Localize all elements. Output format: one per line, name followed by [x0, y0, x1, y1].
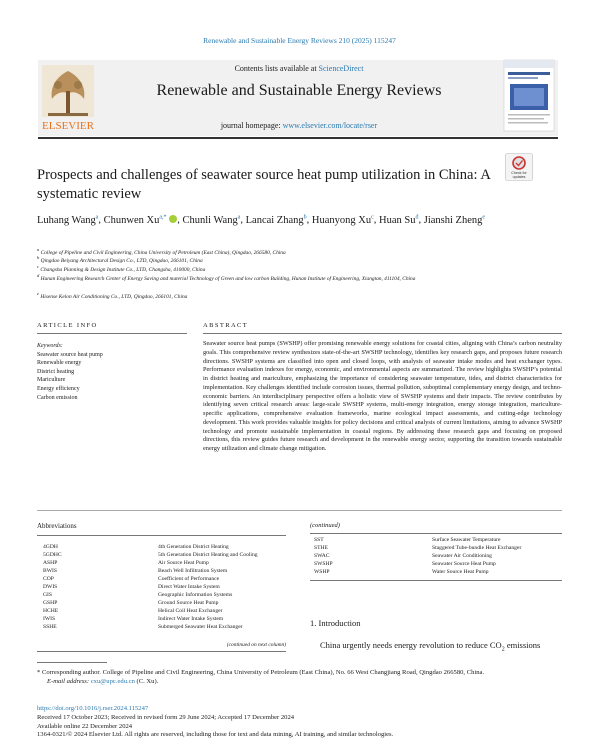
- journal-cover-thumbnail[interactable]: [500, 58, 558, 133]
- abbreviations-heading: Abbreviations: [37, 522, 77, 530]
- table-row: IWIS Indirect Water Intake System: [43, 616, 224, 622]
- abstract-bottom-rule: [37, 510, 562, 511]
- author-4[interactable]: Lancai Zhang$^b$: [245, 214, 307, 226]
- keywords-block: [37, 342, 177, 402]
- doi-link[interactable]: https://doi.org/10.1016/j.rser.2024.115247: [37, 705, 149, 712]
- author-2[interactable]: Chunwen $Xu^{a,*}$: [103, 214, 167, 226]
- author-list: Luhang Wang$^a$, Chunwen $Xu^{a,*}$ , Chunli Wang$^a$, Lancai Zhang$^b$, Huanyong Xu$^c$, Huan Su$^d$, Jianshi Zheng$^e$: [37, 214, 486, 226]
- section-heading-introduction: 1. Introduction: [310, 618, 361, 628]
- continued-bottom-rule: [310, 580, 562, 581]
- table-row: 5GDHC 5th Generation District Heating and Cooling: [43, 552, 258, 558]
- author-7[interactable]: Jianshi Zheng$^e$: [423, 214, 486, 226]
- abbreviations-rule: [37, 535, 286, 536]
- keyword: Seawater source heat pump: [37, 351, 103, 358]
- corresponding-author-footnote: [37, 668, 562, 687]
- table-row: SSHE Submerged Seawater Heat Exchanger: [43, 624, 243, 630]
- copyright-notice: 1364-0321/© 2024 Elsevier Ltd. All rights are reserved, including those for text and data mining, AI training, and similar technologies.: [37, 731, 394, 739]
- table-row: WSHP Water Source Heat Pump: [314, 569, 489, 575]
- article-info-rule: [37, 333, 187, 334]
- keyword: District heating: [37, 368, 75, 375]
- check-label-2: updates: [512, 175, 526, 179]
- publisher-name: ELSEVIER: [42, 120, 94, 132]
- elsevier-logo: [38, 63, 98, 135]
- continued-rule: [310, 533, 562, 534]
- publication-history: Received 17 October 2023; Received in revised form 29 June 2024; Accepted 17 December 2024: [37, 713, 295, 721]
- article-info-heading: ARTICLE INFO: [37, 322, 98, 329]
- table-row: DWIS Direct Water Intake System: [43, 584, 220, 590]
- table-row: HCHE Helical Coil Heat Exchanger: [43, 608, 223, 614]
- article-title: Prospects and challenges of seawater source heat pump utilization in China: A systematic review: [37, 167, 491, 202]
- affiliation-b: $^b$ Qingdao Beiyang Architectural Design Co., LTD, Qingdao, 266101, China: [37, 255, 203, 264]
- keywords-label: Keywords:: [37, 343, 63, 349]
- abstract-heading: ABSTRACT: [203, 322, 249, 329]
- table-row: COP Coefficient of Performance: [43, 576, 220, 582]
- author-5[interactable]: Huanyong Xu$^c$: [311, 214, 374, 226]
- keyword: Mariculture: [37, 377, 66, 384]
- keyword: Carbon emission: [37, 394, 78, 401]
- homepage-link[interactable]: www.elsevier.com/locate/rser: [282, 121, 378, 130]
- continued-heading: (continued): [310, 522, 340, 529]
- corresponding-author-text: * Corresponding author. College of Pipeline and Civil Engineering, China University of Petroleum (East China), No. 66 West Changjiang Road, Qingdao 266580, China.: [37, 669, 485, 676]
- journal-title[interactable]: Renewable and Sustainable Energy Reviews: [156, 82, 442, 99]
- available-online: Available online 22 December 2024: [37, 722, 133, 730]
- affiliation-a: $^a$ College of Pipeline and Civil Engineering, China University of Petroleum (East China), Qingdao, 266580, China: [37, 247, 286, 256]
- affiliation-e: $^e$ Hisense Kelon Air Conditioning Co., LTD, Qingdao, 266101, China: [37, 291, 188, 300]
- keyword: Energy efficiency: [37, 385, 80, 392]
- table-row: SWSHP Seawater Source Heat Pump: [314, 561, 496, 567]
- sciencedirect-link[interactable]: ScienceDirect: [318, 64, 364, 73]
- author-3[interactable]: Chunli Wang$^a$: [182, 214, 241, 226]
- table-row: GIS Geographic Information Systems: [43, 592, 233, 598]
- check-label-1: Check for: [511, 171, 527, 175]
- journal-reference[interactable]: Renewable and Sustainable Energy Reviews 210 (2025) 115247: [203, 36, 396, 45]
- table-row: STHE Staggered Tube-bundle Heat Exchanger: [314, 545, 522, 551]
- author-6[interactable]: Huan Su$^d$: [379, 214, 419, 226]
- affiliation-c: $^c$ Changsha Planning & Design Institute Co., LTD, Changsha, 410000, China: [37, 264, 206, 273]
- journal-homepage: [100, 121, 498, 130]
- table-row: SST Surface Seawater Temperature: [314, 537, 501, 543]
- abstract-text: Seawater source heat pumps (SWSHP) offer promising renewable energy solutions for coastal cities, aligning with China’s carbon neutrality goals. This comprehensive review synthesizes state-of-the-art SWSHP technology, identifies key research gaps, and proposes future research directions. SWSHP systems are classified into open and closed loops, with analysis of seawater intake modes and heat exchanger types. Performance evaluation indexes for energy, economic, and environmental aspects are summarized. The review highlights SWSHP’s potential in district heating and mariculture, emphasizing the importance of considering seawater temperature, tides, and district characteristics for implementation. Key challenges identified include corrosion issues, thermal pollution, suboptimal complementary energy design, and techno-economic barriers. An interdisciplinary perspective offers a holistic view of SWSHP systems and their impacts. The review contributes by identifying seven critical research areas: large-scale SWSHP systems, multi-energy integration, energy storage integration, mariculture-specific applications, comprehensive evaluation frameworks, marine ecological impact assessments, and cutting-edge technology development. This work provides valuable insights for policy decisions and critical analysis of current limitations, aiming to advance SWSHP technology and promote sustainable implementation in coastal regions. By addressing these research gaps and focusing on proposed directions, this review guides future research and development in the renewable energy sector, supporting the transition towards sustainable energy utilization and climate change mitigation.: [203, 340, 562, 452]
- email-link[interactable]: cxu@upc.edu.cn: [90, 678, 135, 686]
- check-for-updates-badge[interactable]: [505, 153, 533, 181]
- author-1[interactable]: Luhang Wang$^a$: [37, 214, 99, 226]
- affiliation-d: $^d$ Hunan Engineering Research Center of Energy Saving and material Technology of Green and low carbon Building, Hunan Institute of Engineering, Xiangtan, 411104, China: [37, 273, 416, 282]
- contents-line: [100, 64, 498, 73]
- table-row: 4GDH 4th Generation District Heating: [43, 544, 229, 550]
- orcid-icon[interactable]: [169, 215, 177, 223]
- abstract-rule: [203, 333, 562, 334]
- header-divider: [38, 137, 558, 139]
- introduction-text: China urgently needs energy revolution to reduce $CO_2$ emissions: [320, 640, 541, 653]
- abbreviations-table: [37, 543, 286, 631]
- table-row: ASHP Air Source Heat Pump: [43, 560, 209, 566]
- continued-note: (continued on next column): [226, 642, 286, 648]
- table-row: BWIS Beach Well Infiltration System: [43, 568, 228, 574]
- keyword: Renewable energy: [37, 360, 82, 367]
- abbreviations-bottom-rule: [37, 651, 286, 652]
- contents-prefix: Contents lists available at: [234, 64, 319, 73]
- homepage-prefix: journal homepage:: [220, 121, 283, 130]
- abbreviations-table-continued: [310, 536, 560, 576]
- publication-info: [37, 705, 562, 740]
- footnote-rule: [37, 662, 107, 663]
- table-row: SWAC Seawater Air Conditioning: [314, 553, 492, 559]
- email-line: E-mail address: cxu@upc.edu.cn (C. Xu).: [47, 678, 159, 686]
- table-row: GSHP Ground Source Heat Pump: [43, 600, 219, 606]
